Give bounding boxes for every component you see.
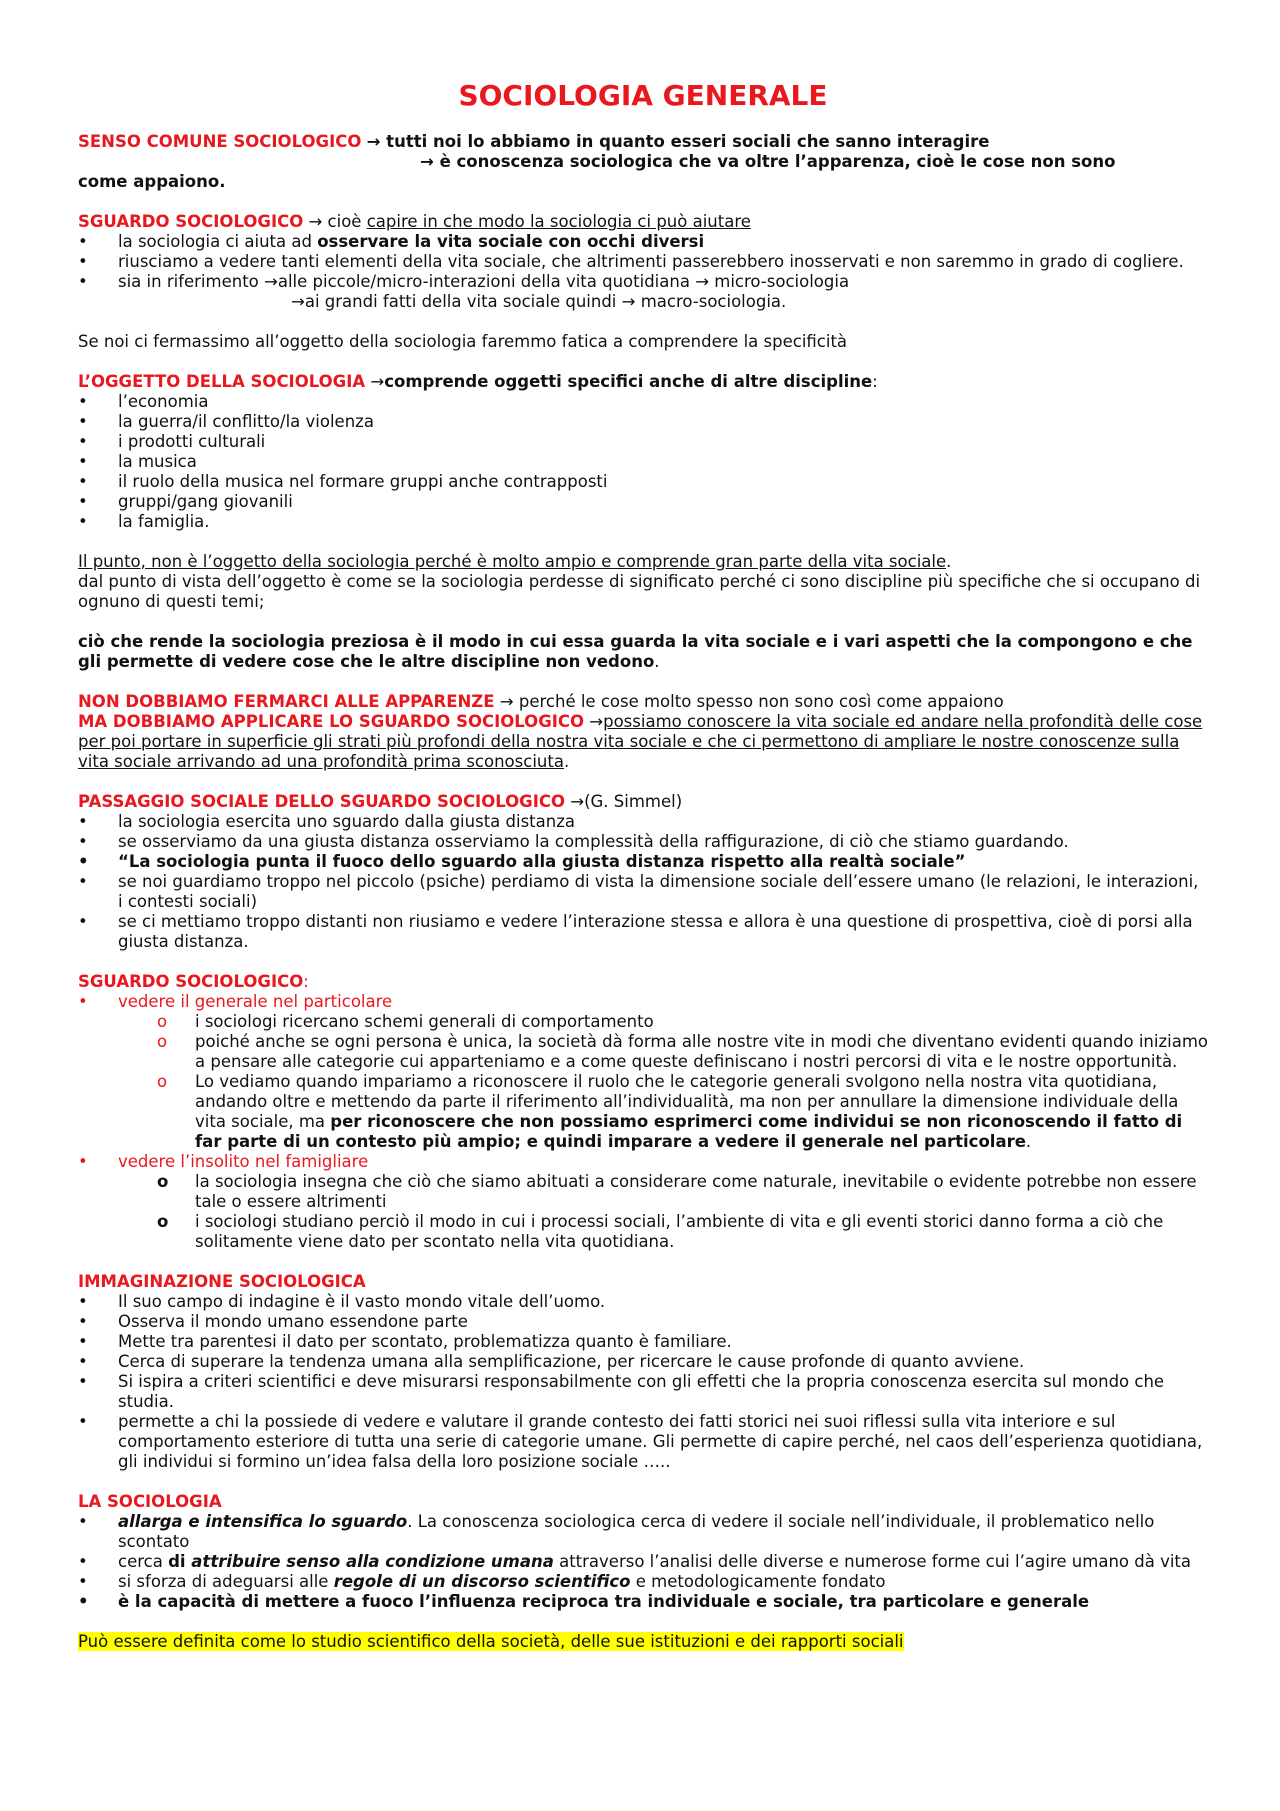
paragraph bbox=[78, 712, 1208, 772]
text: attribuire senso alla condizione umana bbox=[191, 1552, 554, 1571]
arrow-icon: → bbox=[695, 272, 710, 291]
list-item: • l’economia bbox=[78, 392, 1208, 412]
list-item: • vedere il generale nel particolare bbox=[78, 992, 1208, 1012]
text: : bbox=[872, 372, 878, 391]
list-item: • vedere l’insolito nel famigliare bbox=[78, 1152, 1208, 1172]
list-item: o poiché anche se ogni persona è unica, la società dà forma alle nostre vite in modi che diventano evidenti quando iniziamo a pensare alle categorie cui apparteniamo e a come queste definiscano i nostri percorsi di vita e le nostre opportunità. bbox=[78, 1032, 1208, 1072]
text: . bbox=[1025, 1132, 1032, 1151]
section-heading: SGUARDO SOCIOLOGICO bbox=[78, 212, 304, 231]
list-item bbox=[78, 272, 1208, 292]
oggetto-intro bbox=[78, 372, 1208, 392]
list-item: • la musica bbox=[78, 452, 1208, 472]
section-heading: NON DOBBIAMO FERMARCI ALLE APPARENZE bbox=[78, 692, 495, 711]
bullet-list bbox=[78, 1292, 1208, 1472]
list-item: • Osserva il mondo umano essendone parte bbox=[78, 1312, 1208, 1332]
section-sguardo bbox=[78, 212, 1208, 312]
text: si sforza di adeguarsi alle bbox=[118, 1572, 334, 1591]
arrow-icon: → bbox=[589, 712, 604, 731]
paragraph bbox=[78, 692, 1208, 712]
text: la sociologia ci aiuta ad bbox=[118, 232, 318, 251]
bullet-list bbox=[78, 1152, 1208, 1172]
list-item: • Il suo campo di indagine è il vasto mondo vitale dell’uomo. bbox=[78, 1292, 1208, 1312]
section-heading: PASSAGGIO SOCIALE DELLO SGUARDO SOCIOLOGICO bbox=[78, 792, 565, 811]
bullet-list bbox=[78, 812, 1208, 952]
list-item bbox=[78, 1512, 1208, 1552]
list-item bbox=[78, 1072, 1208, 1152]
list-item: • permette a chi la possiede di vedere e valutare il grande contesto dei fatti storici nei suoi riflessi sulla vita interiore e sul comportamento esteriore di tutta una serie di categorie umane. Gli permette di capire perché, nel caos dell’esperienza quotidiana, gli individui si formino un’idea falsa della loro posizione sociale ….. bbox=[78, 1412, 1208, 1472]
bullet-list bbox=[78, 232, 1208, 292]
text: ciò che rende la sociologia preziosa è il modo in cui essa guarda la vita sociale e i vari aspetti che la compongono e che gli permette di vedere cose che le altre discipline non vedono bbox=[78, 632, 1193, 671]
text: Può essere definita come lo studio scientifico della società, delle sue istituzioni e dei rapporti sociali bbox=[78, 1632, 904, 1651]
arrow-icon: → bbox=[499, 692, 514, 711]
sguardo-macro-line bbox=[78, 292, 1208, 312]
list-item: • riusciamo a vedere tanti elementi della vita sociale, che altrimenti passerebbero inosservati e non saremmo in grado di cogliere. bbox=[78, 252, 1208, 272]
text: attraverso l’analisi delle diverse e numerose forme cui l’agire umano dà vita bbox=[553, 1552, 1191, 1571]
section-heading: SENSO COMUNE SOCIOLOGICO bbox=[78, 132, 362, 151]
list-item: o i sociologi studiano perciò il modo in cui i processi sociali, l’ambiente di vita e gli eventi storici danno forma a ciò che solitamente viene dato per scontato nella vita quotidiana. bbox=[78, 1212, 1208, 1252]
list-item: • se noi guardiamo troppo nel piccolo (psiche) perdiamo di vista la dimensione sociale dell’essere umano (le relazioni, le interazioni, i contesti sociali) bbox=[78, 872, 1208, 912]
text: possiamo conoscere la vita sociale ed andare nella profondità delle cose per poi portare in superficie gli strati più profondi della nostra vita sociale e che ci permettono di ampliare le nostre conoscenze sulla vita sociale arrivando ad una profondità prima sconosciuta bbox=[78, 712, 1203, 771]
arrow-icon: → bbox=[366, 132, 381, 151]
section-senso-comune bbox=[78, 132, 1208, 192]
text: . La conoscenza sociologica cerca di vedere il sociale nell’individuale, il problematico nello scontato bbox=[118, 1512, 1155, 1551]
list-item: • la famiglia. bbox=[78, 512, 1208, 532]
section-heading: SGUARDO SOCIOLOGICO bbox=[78, 972, 304, 991]
section-heading: L’OGGETTO DELLA SOCIOLOGIA bbox=[78, 372, 366, 391]
section-apparenze bbox=[78, 692, 1208, 772]
bullet-list bbox=[78, 392, 1208, 532]
bullet-list bbox=[78, 992, 1208, 1012]
list-item: • il ruolo della musica nel formare gruppi anche contrapposti bbox=[78, 472, 1208, 492]
text: cerca bbox=[118, 1552, 169, 1571]
section-passaggio bbox=[78, 792, 1208, 952]
sub-list bbox=[78, 1012, 1208, 1152]
text: cioè bbox=[322, 212, 367, 231]
section-oggetto bbox=[78, 372, 1208, 532]
text: regole di un discorso scientifico bbox=[333, 1572, 631, 1591]
highlighted-definition bbox=[78, 1632, 1208, 1652]
senso-comune-line1 bbox=[78, 132, 1208, 152]
text: . bbox=[563, 752, 570, 771]
paragraph: dal punto di vista dell’oggetto è come se la sociologia perdesse di significato perché ci sono discipline più specifiche che si occupano di ognuno di questi temi; bbox=[78, 572, 1201, 611]
arrow-icon: → bbox=[420, 152, 434, 171]
senso-comune-line3: come appaiono. bbox=[78, 172, 226, 191]
text: osservare la vita sociale con occhi diversi bbox=[317, 232, 705, 251]
text: Lo vediamo quando impariamo a riconoscere il ruolo che le categorie generali svolgono nella nostra vita quotidiana, andando oltre e mettendo da parte il riferimento all’individualità, ma non per annullare la dimensione individuale della vita sociale, ma bbox=[195, 1072, 1179, 1131]
list-item: • gruppi/gang giovanili bbox=[78, 492, 1208, 512]
paragraph bbox=[78, 792, 1208, 812]
section-immaginazione bbox=[78, 1272, 1208, 1472]
sguardo-intro bbox=[78, 212, 1208, 232]
paragraph bbox=[78, 552, 1208, 572]
text: è conoscenza sociologica che va oltre l’apparenza, cioè le cose non sono bbox=[433, 152, 1116, 171]
text: allarga e intensifica lo sguardo bbox=[118, 1512, 408, 1531]
list-item: • la sociologia esercita uno sguardo dalla giusta distanza bbox=[78, 812, 1208, 832]
arrow-icon: → bbox=[308, 212, 323, 231]
list-item bbox=[78, 1572, 1208, 1592]
text: comprende oggetti specifici anche di altre discipline bbox=[384, 372, 873, 391]
section-heading: LA SOCIOLOGIA bbox=[78, 1492, 222, 1511]
text: sia in riferimento bbox=[118, 272, 265, 291]
paragraph: Se noi ci fermassimo all’oggetto della sociologia faremmo fatica a comprendere la specificità bbox=[78, 332, 848, 351]
section-sguardo-2 bbox=[78, 972, 1208, 1252]
text: perché le cose molto spesso non sono così come appaiono bbox=[513, 692, 1004, 711]
list-item bbox=[78, 232, 1208, 252]
text: micro-sociologia bbox=[709, 272, 850, 291]
list-item: • se ci mettiamo troppo distanti non riusiamo e vedere l’interazione stessa e allora è una questione di prospettiva, cioè di porsi alla giusta distanza. bbox=[78, 912, 1208, 952]
text: . bbox=[654, 652, 660, 671]
text: tutti noi lo abbiamo in quanto esseri sociali che sanno interagire bbox=[380, 132, 990, 151]
arrow-icon: → bbox=[370, 372, 385, 391]
arrow-icon: → bbox=[570, 792, 585, 811]
sub-list bbox=[78, 1172, 1208, 1252]
text: alle piccole/micro-interazioni della vita quotidiana bbox=[277, 272, 696, 291]
senso-comune-line2 bbox=[78, 152, 1208, 172]
page-title: SOCIOLOGIA GENERALE bbox=[458, 79, 828, 112]
section-punto bbox=[78, 552, 1208, 612]
text: per riconoscere che non possiamo esprimerci come individui se non riconoscendo il fatto di far parte di un contesto più ampio; e quindi imparare a vedere il generale nel particolare bbox=[195, 1112, 1183, 1151]
list-item: • Si ispira a criteri scientifici e deve misurarsi responsabilmente con gli effetti che la propria conoscenza esercita sul mondo che studia. bbox=[78, 1372, 1208, 1412]
list-item bbox=[78, 1552, 1208, 1572]
paragraph bbox=[78, 632, 1208, 672]
text: ai grandi fatti della vita sociale quindi bbox=[304, 292, 622, 311]
text: (G. Simmel) bbox=[584, 792, 683, 811]
arrow-icon: → bbox=[264, 272, 278, 291]
list-item: • se osserviamo da una giusta distanza osserviamo la complessità della raffigurazione, di ciò che stiamo guardando. bbox=[78, 832, 1208, 852]
text: macro-sociologia. bbox=[635, 292, 787, 311]
list-item: • i prodotti culturali bbox=[78, 432, 1208, 452]
arrow-icon: → bbox=[291, 292, 305, 311]
document-page bbox=[78, 70, 1208, 1652]
section-heading: MA DOBBIAMO APPLICARE LO SGUARDO SOCIOLOGICO bbox=[78, 712, 585, 731]
list-item: o la sociologia insegna che ciò che siamo abituati a considerare come naturale, inevitabile o evidente potrebbe non essere tale o essere altrimenti bbox=[78, 1172, 1208, 1212]
text: e metodologicamente fondato bbox=[630, 1572, 886, 1591]
list-item: • Mette tra parentesi il dato per scontato, problematizza quanto è familiare. bbox=[78, 1332, 1208, 1352]
section-heading: IMMAGINAZIONE SOCIOLOGICA bbox=[78, 1272, 366, 1291]
list-item: o i sociologi ricercano schemi generali di comportamento bbox=[78, 1012, 1208, 1032]
paragraph bbox=[78, 972, 1208, 992]
text: : bbox=[303, 972, 309, 991]
list-item: • Cerca di superare la tendenza umana alla semplificazione, per ricercare le cause profonde di quanto avviene. bbox=[78, 1352, 1208, 1372]
text: di bbox=[168, 1552, 192, 1571]
arrow-icon: → bbox=[621, 292, 636, 311]
list-item: • la guerra/il conflitto/la violenza bbox=[78, 412, 1208, 432]
bullet-list bbox=[78, 1512, 1208, 1612]
text: . bbox=[946, 552, 952, 571]
text: Il punto, non è l’oggetto della sociologia perché è molto ampio e comprende gran parte della vita sociale bbox=[78, 552, 947, 571]
list-item: • è la capacità di mettere a fuoco l’influenza reciproca tra individuale e sociale, tra particolare e generale bbox=[78, 1592, 1208, 1612]
section-la-sociologia bbox=[78, 1492, 1208, 1612]
text: capire in che modo la sociologia ci può aiutare bbox=[366, 212, 751, 231]
list-item: • “La sociologia punta il fuoco dello sguardo alla giusta distanza rispetto alla realtà sociale” bbox=[78, 852, 1208, 872]
